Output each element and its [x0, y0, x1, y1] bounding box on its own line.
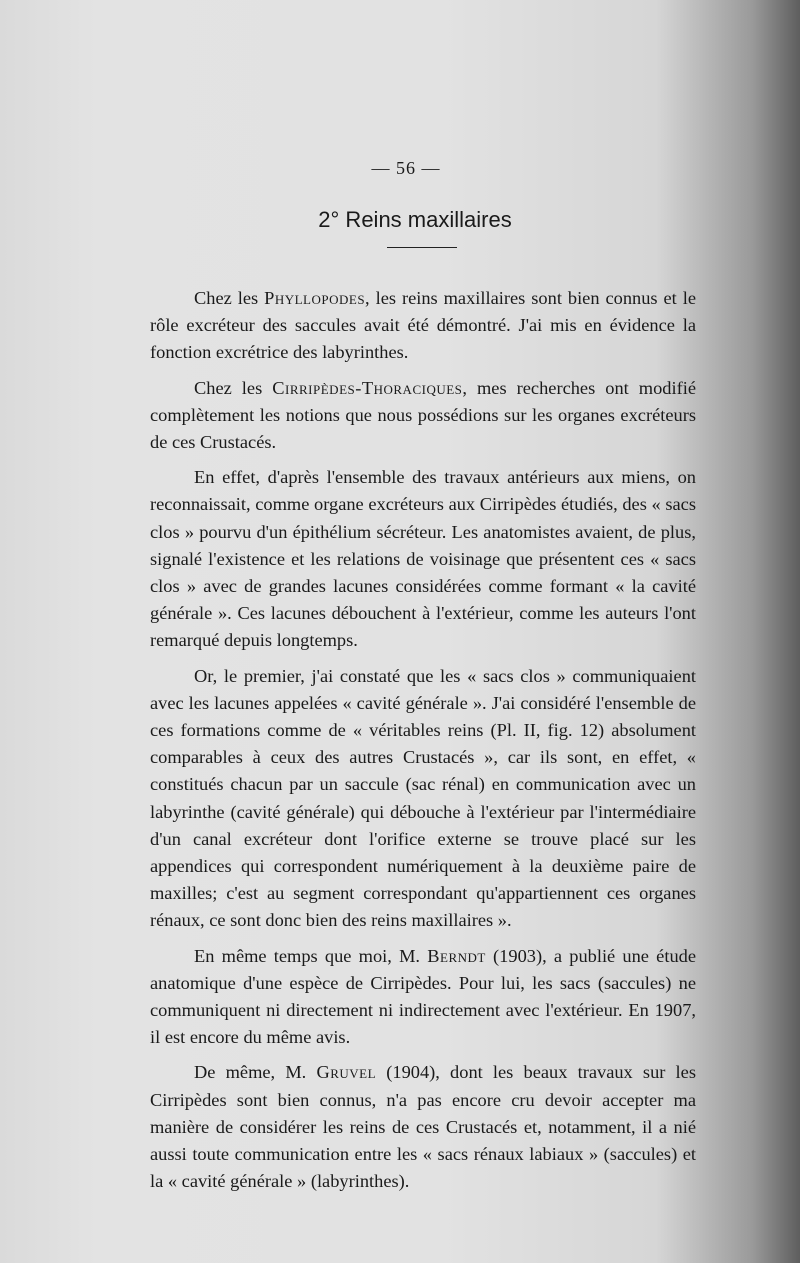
paragraph-6-after: (1904), dont les beaux travaux sur les Cirripèdes sont bien connus, n'a pas encore cru devoir accepter ma manière de considérer les reins de ces Crustacés et, notamment, il a nié aussi toute communication entre les « sacs rénaux labiaux » (saccules) et la « cavité générale » (labyrinthes).: [150, 1062, 696, 1192]
body-text: [150, 285, 696, 1204]
paragraph-3-text: En effet, d'après l'ensemble des travaux antérieurs aux miens, on reconnaissait, comme organe excréteurs aux Cirripèdes étudiés, des « sacs clos » pourvu d'un épithélium sécréteur. Les anatomistes avaient, de plus, signalé l'existence et les relations de voisinage que présentent ces « sacs clos » avec de grandes lacunes considérées comme formant « la cavité générale ». Ces lacunes débouchent à l'extérieur, comme les auteurs l'ont remarqué depuis longtemps.: [150, 467, 696, 651]
paragraph-5-after: (1903), a publié une étude anatomique d'une espèce de Cirripèdes. Pour lui, les sacs (saccules) ne communiquent ni directement ni indirectement avec l'extérieur. En 1907, il est encore du même avis.: [150, 945, 697, 1048]
taxon-cirripedes-thoraciques: Cirripèdes-Thoraciques: [272, 377, 463, 398]
paragraph-6: [150, 1059, 696, 1195]
paragraph-2: [150, 375, 696, 457]
heading-rule: [387, 247, 457, 248]
paragraph-2-after: , mes recherches ont modifié complètement les notions que nous possédions sur les organes excréteurs de ces Crustacés.: [150, 377, 696, 453]
page-number: — 56 —: [371, 158, 441, 178]
paragraph-1: [150, 285, 696, 367]
paragraph-3: [150, 464, 696, 654]
paragraph-1-after: , les reins maxillaires sont bien connus et le rôle excréteur des saccules avait été démontré. J'ai mis en évidence la fonction excrétrice des labyrinthes.: [150, 288, 696, 363]
taxon-phyllopodes: Phyllopodes: [264, 288, 366, 308]
paragraph-4-text: Or, le premier, j'ai constaté que les « sacs clos » communiquaient avec les lacunes appelées « cavité générale ». J'ai considéré l'ensemble de ces formations comme de « véritables reins (Pl. II, fig. 12) absolument comparables à ceux des autres Crustacés », car ils sont, en effet, « constitués chacun par un saccule (sac rénal) en communication avec un labyrinthe (cavité générale) qui débouche à l'extérieur par l'intermédiaire d'un canal excréteur dont l'orifice externe se trouve placé sur les appendices qui correspondent numériquement à la deuxième paire de maxilles; c'est au segment correspondant qu'appartiennent ces organes rénaux, ce sont donc bien des reins maxillaires ».: [150, 665, 696, 931]
paragraph-5-before: En même temps que moi, M.: [194, 945, 428, 966]
paragraph-4: [150, 663, 696, 935]
author-berndt: Berndt: [427, 945, 486, 966]
paragraph-1-before: Chez les: [194, 288, 265, 308]
paragraph-5: [150, 943, 696, 1052]
paragraph-6-before: De même, M.: [194, 1062, 317, 1083]
author-gruvel: Gruvel: [316, 1062, 377, 1083]
section-heading: 2° Reins maxillaires: [318, 207, 512, 232]
paragraph-2-before: Chez les: [194, 377, 273, 398]
